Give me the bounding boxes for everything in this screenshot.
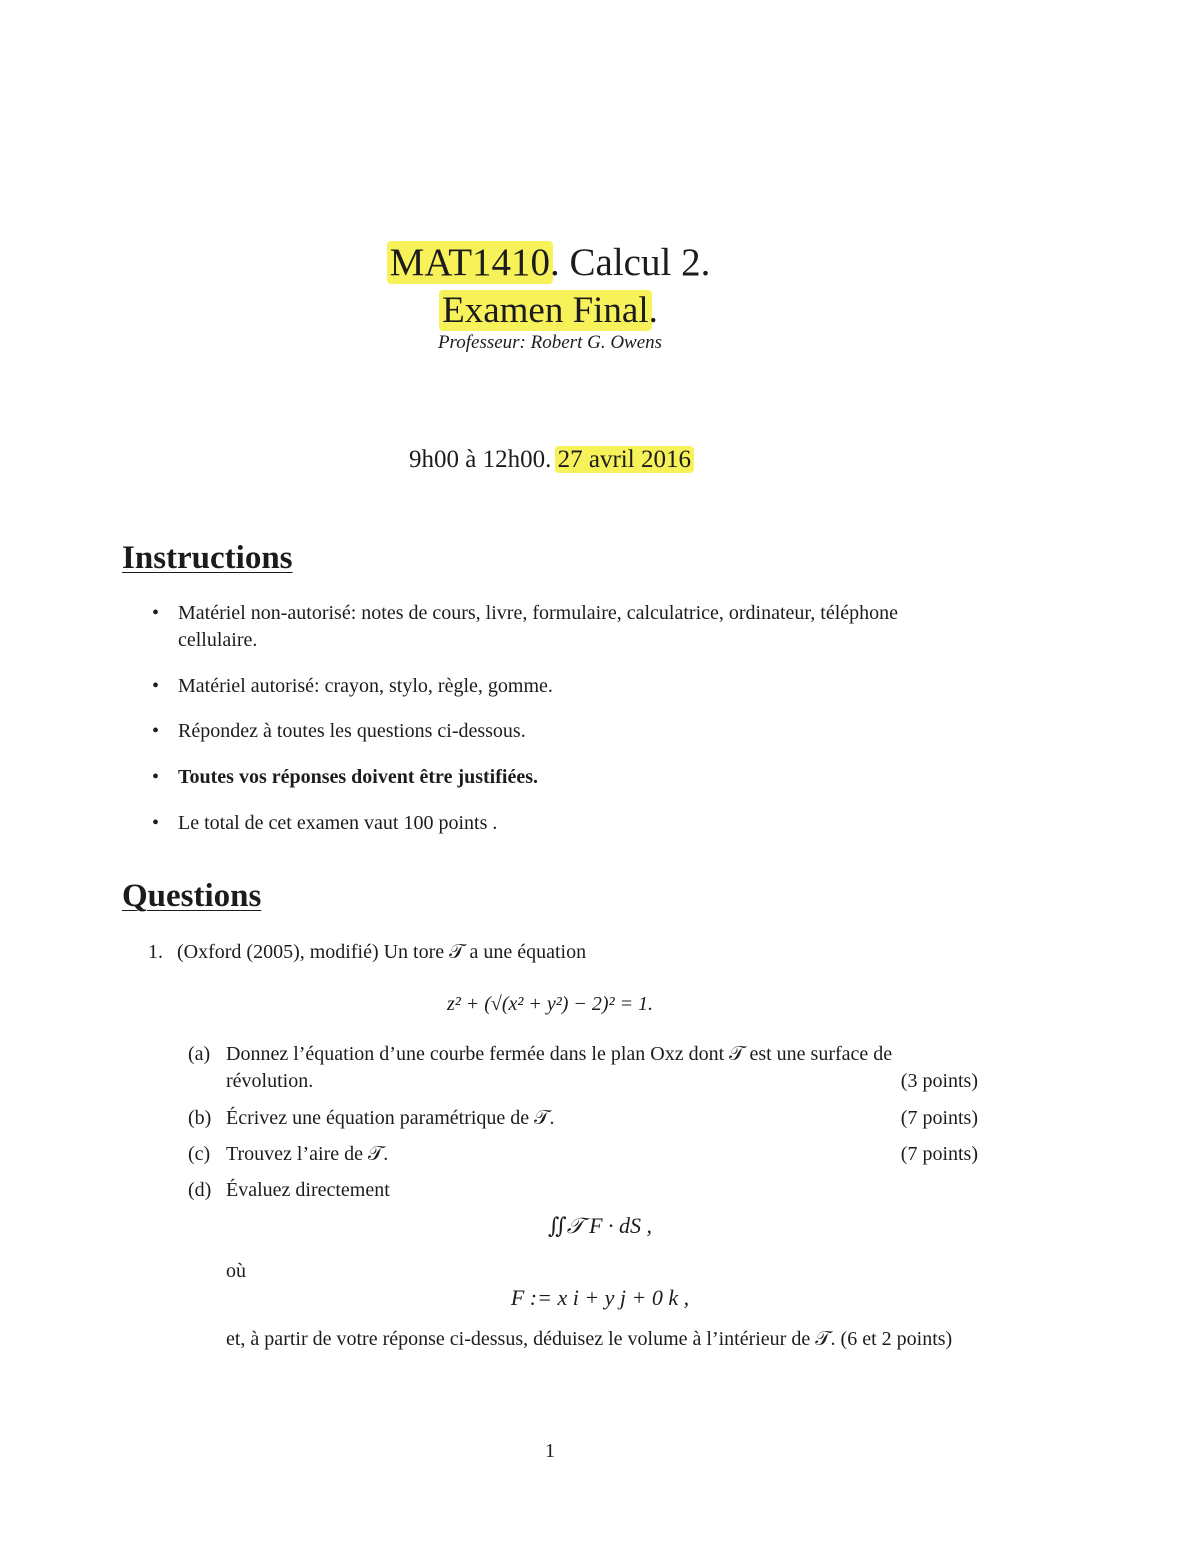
professor-name: Professeur: Robert G. Owens <box>437 332 663 353</box>
surface-integral: ∬𝒯 F · dS , <box>547 1213 653 1238</box>
bullet-icon: • <box>152 720 160 742</box>
question-part-c: (c) Trouvez l’aire de 𝒯. (7 points) <box>188 1141 978 1168</box>
points: (3 points) <box>900 1070 978 1092</box>
page-number: 1 <box>545 1440 555 1462</box>
bullet-icon: • <box>152 766 160 788</box>
course-code: MAT1410 <box>387 241 553 284</box>
question-number: 1. <box>148 941 163 963</box>
vector-field: F := x i + y j + 0 k , <box>510 1285 690 1310</box>
bullet-icon: • <box>152 602 160 624</box>
question-part-a: (a) Donnez l’équation d’une courbe fermée dans le plan Oxz dont 𝒯 est une surface de révolution. (3 points) <box>188 1041 978 1095</box>
exam-time: 9h00 à 12h00. <box>409 446 552 473</box>
course-title: . Calcul 2. <box>550 241 711 284</box>
question-part-d: (d) Évaluez directement <box>188 1179 390 1201</box>
part-d-conclusion: et, à partir de votre réponse ci-dessus, déduisez le volume à l’intérieur de 𝒯. (6 et 2 points) <box>226 1328 953 1350</box>
questions-heading: Questions <box>122 878 262 914</box>
exam-label: Examen Final <box>439 290 652 331</box>
instruction-item: • Toutes vos réponses doivent être justifiées. <box>152 764 982 791</box>
question-1 <box>148 939 988 966</box>
instruction-item: • Répondez à toutes les questions ci-dessous. <box>152 718 982 745</box>
exam-subtitle: Examen Final. <box>0 288 1100 334</box>
question-intro: (Oxford (2005), modifié) Un tore 𝒯 a une équation <box>177 941 587 963</box>
bullet-icon: • <box>152 812 160 834</box>
exam-datetime <box>0 443 1100 477</box>
points: (7 points) <box>900 1143 978 1165</box>
instruction-item: • Matériel autorisé: crayon, stylo, règle, gomme. <box>152 673 982 700</box>
exam-title <box>0 240 1100 286</box>
instruction-item: • Matériel non-autorisé: notes de cours, livre, formulaire, calculatrice, ordinateur, téléphone cellulaire. <box>152 602 899 651</box>
question-part-b: (b) Écrivez une équation paramétrique de 𝒯. (7 points) <box>188 1105 978 1132</box>
instruction-item: • Le total de cet examen vaut 100 points . <box>152 810 982 837</box>
instructions-heading: Instructions <box>122 540 293 576</box>
points: (7 points) <box>900 1107 978 1129</box>
where-label: où <box>226 1260 246 1282</box>
torus-equation: z² + (√(x² + y²) − 2)² = 1. <box>446 993 654 1015</box>
exam-date: 27 avril 2016 <box>555 446 694 473</box>
bullet-icon: • <box>152 675 160 697</box>
